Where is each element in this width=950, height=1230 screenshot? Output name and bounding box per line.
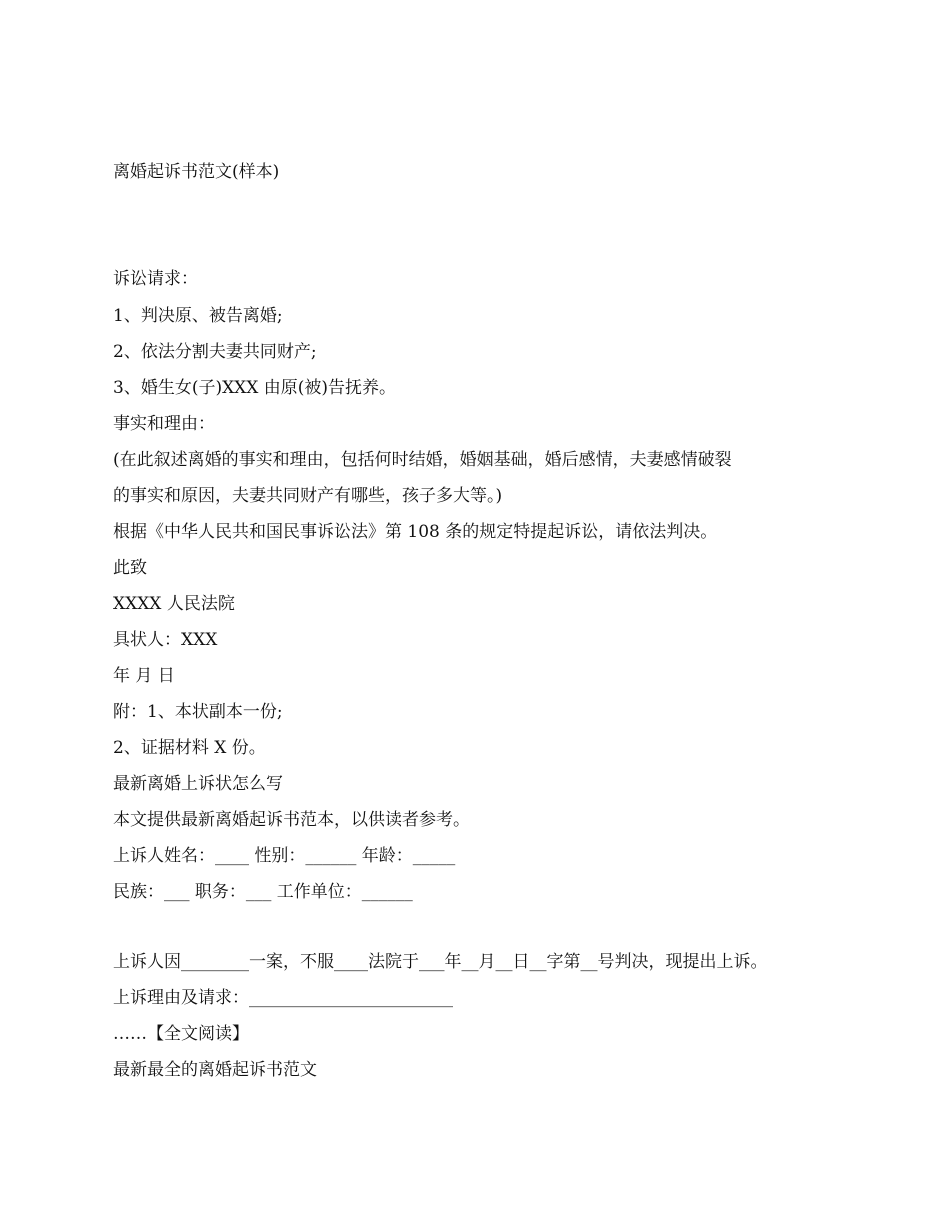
court-name: XXXX 人民法院 (113, 594, 235, 614)
facts-heading: 事实和理由： (113, 414, 215, 434)
appeal-statement: 上诉人因________一案，不服____法院于___年__月__日__字第__号判决，现提出上诉。 (113, 952, 768, 972)
legal-basis: 根据《中华人民共和国民事诉讼法》第 108 条的规定特提起诉讼，请依法判决。 (113, 522, 718, 542)
date-line: 年 月 日 (113, 666, 175, 686)
appeal-reasons: 上诉理由及请求：________________________ (113, 988, 453, 1008)
facts-line-1: (在此叙述离婚的事实和理由，包括何时结婚，婚姻基础，婚后感情，夫妻感情破裂 (113, 450, 732, 470)
document-title: 离婚起诉书范文(样本) (113, 162, 280, 182)
appeal-title: 最新离婚上诉状怎么写 (113, 774, 283, 794)
appellant-info-line-2: 民族：___ 职务：___ 工作单位：______ (113, 882, 413, 902)
appeal-intro: 本文提供最新离婚起诉书范本，以供读者参考。 (113, 810, 470, 830)
facts-line-2: 的事实和原因，夫妻共同财产有哪些，孩子多大等。) (113, 486, 503, 506)
plaintiff-signature: 具状人：XXX (113, 630, 218, 650)
claim-item-2: 2、依法分割夫妻共同财产; (113, 342, 317, 362)
appellant-info-line-1: 上诉人姓名：____ 性别：______ 年龄：_____ (113, 846, 456, 866)
attachment-1: 附：1、本状副本一份; (113, 702, 283, 722)
salutation: 此致 (113, 558, 147, 578)
claim-item-3: 3、婚生女(子)XXX 由原(被)告抚养。 (113, 378, 397, 398)
claim-item-1: 1、判决原、被告离婚; (113, 306, 283, 326)
final-title: 最新最全的离婚起诉书范文 (113, 1060, 317, 1080)
read-more-link[interactable]: ……【全文阅读】 (113, 1024, 249, 1044)
attachment-2: 2、证据材料 X 份。 (113, 738, 266, 758)
claims-heading: 诉讼请求： (113, 269, 198, 289)
